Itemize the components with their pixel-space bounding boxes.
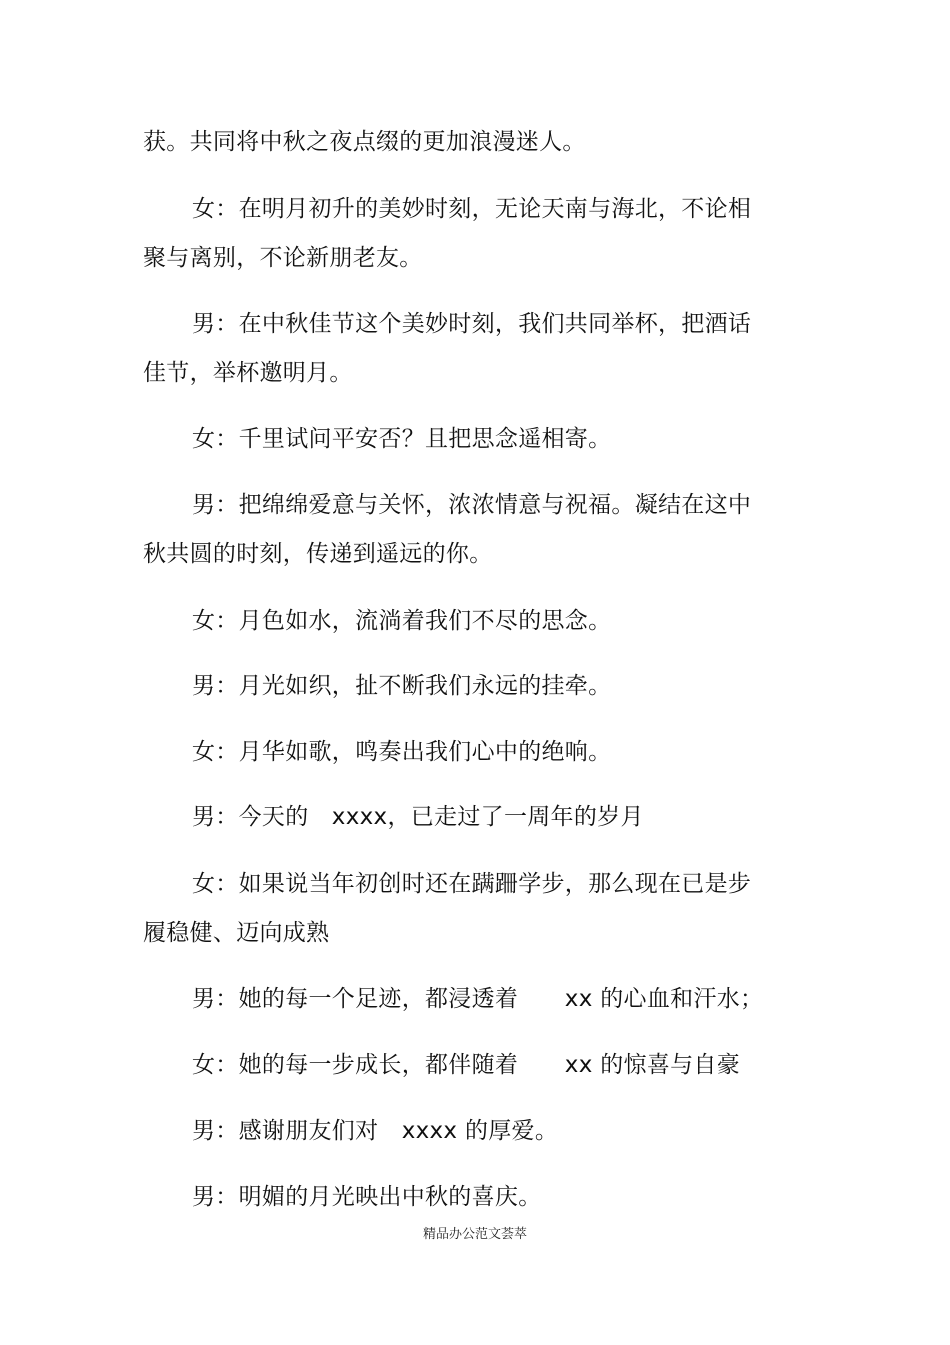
text-line: 女：如果说当年初创时还在蹒跚学步，那么现在已是步	[192, 871, 752, 897]
text-line: 秋共圆的时刻，传递到遥远的你。	[143, 541, 493, 567]
text-line: 男：明媚的月光映出中秋的喜庆。	[192, 1184, 542, 1210]
text-line: 男：月光如织，扯不断我们永远的挂牵。	[192, 673, 612, 699]
text-line: 男：今天的 xxxx，已走过了一周年的岁月	[192, 804, 644, 830]
text-line: 聚与离别，不论新朋老友。	[143, 245, 423, 271]
text-line: 女：千里试问平安否？且把思念遥相寄。	[192, 426, 612, 452]
text-line: 女：她的每一步成长，都伴随着 xx 的惊喜与自豪	[192, 1052, 741, 1078]
text-line: 女：在明月初升的美妙时刻，无论天南与海北，不论相	[192, 196, 752, 222]
text-line: 女：月华如歌，鸣奏出我们心中的绝响。	[192, 739, 612, 765]
text-line: 佳节，举杯邀明月。	[143, 360, 353, 386]
text-line: 男：在中秋佳节这个美妙时刻，我们共同举杯，把酒话	[192, 311, 752, 337]
text-line: 获。共同将中秋之夜点缀的更加浪漫迷人。	[143, 129, 586, 155]
text-line: 女：月色如水，流淌着我们不尽的思念。	[192, 608, 612, 634]
page-footer: 精品办公范文荟萃	[422, 1227, 527, 1242]
text-line: 履稳健、迈向成熟	[143, 920, 330, 946]
text-line: 男：把绵绵爱意与关怀，浓浓情意与祝福。凝结在这中	[192, 492, 752, 518]
text-line: 男：她的每一个足迹，都浸透着 xx 的心血和汗水；	[192, 986, 764, 1012]
text-line: 男：感谢朋友们对 xxxx 的厚爱。	[192, 1118, 559, 1144]
